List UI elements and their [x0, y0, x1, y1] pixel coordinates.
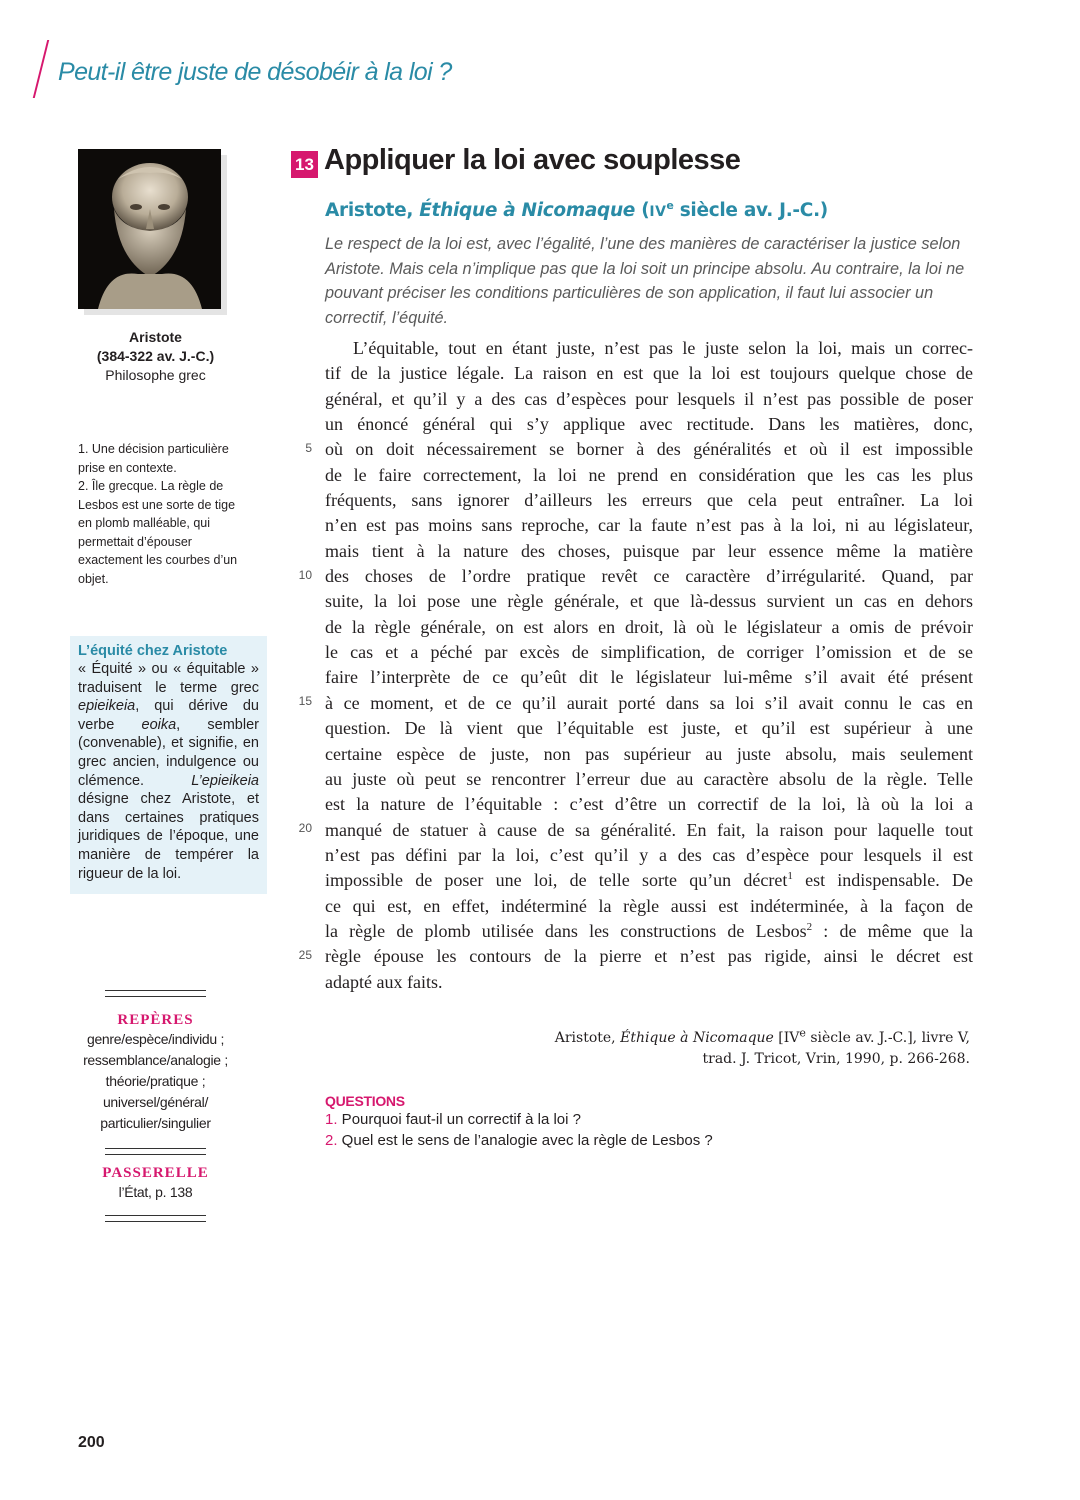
text-line — [325, 919, 973, 944]
portrait-caption — [78, 328, 233, 385]
text-line: adapté aux faits. — [325, 971, 443, 992]
text-line: faire l’interprète de ce qu’eût dit le législateur lui-même s’il avait été présent — [325, 667, 973, 688]
text-line: fréquents, sans ignorer d’ailleurs les erreurs que cela peut entraîner. La loi — [325, 490, 973, 511]
text-line: règle épouse les contours de la pierre et n’est pas rigide, ainsi le décret est — [325, 946, 973, 967]
question-text: Quel est le sens de l’analogie avec la règle de Lesbos ? — [337, 1132, 713, 1149]
text-line: mais tient à la nature des choses, puisque par leur essence même la matière — [325, 540, 973, 561]
reperes-item: genre/espèce/individu ; — [86, 1031, 225, 1047]
question-item — [325, 1130, 985, 1151]
text-line: certaine espèce de juste, non pas supérieur au juste absolu, mais seulement — [325, 743, 973, 764]
source-part: [IV — [773, 1030, 800, 1046]
century-rest: siècle av. J.-C.) — [673, 200, 828, 221]
work-title: Éthique à Nicomaque — [419, 200, 636, 221]
info-text-part: désigne chez Aristote, et dans certaines pratiques juridiques de l’époque, une manière de tempérer la rigueur de la loi. — [78, 791, 259, 882]
greek-term: eoika — [141, 716, 177, 733]
text-line: n’en est pas moins sans reproche, car la faute n’est pas à la loi, ni au législateur, — [325, 515, 973, 536]
text-line: suite, la loi pose une règle générale, et que là-dessus survient un cas en dehors — [325, 591, 973, 612]
line-number: 20 — [298, 821, 312, 835]
greek-term: L’epieikeia — [191, 772, 259, 789]
footnotes — [78, 440, 248, 588]
text-line: de la règle générale, on est alors en droit, là où le législateur a omis de prévoir — [325, 616, 973, 637]
source-work: Éthique à Nicomaque — [620, 1030, 774, 1046]
header-accent-bar — [33, 40, 49, 98]
info-text-part: , qui dérive du verbe — [78, 698, 259, 733]
reperes-list — [78, 1029, 233, 1134]
text-line: des choses de l’ordre pratique revêt ce caractère d’irrégularité. Quand, par — [325, 566, 973, 587]
chapter-title: Peut-il être juste de désobéir à la loi ? — [58, 58, 452, 86]
caption-role: Philosophe grec — [105, 367, 206, 383]
page-number: 200 — [78, 1434, 105, 1451]
question-item — [325, 1109, 985, 1130]
text-line: L’équitable, tout en étant juste, n’est pas le juste selon la loi, mais un correc- — [353, 338, 973, 358]
century-open: ( — [635, 200, 650, 221]
text-line: un énoncé général qui s’y applique avec rectitude. Dans les matières, donc, — [325, 414, 973, 435]
line-number: 25 — [298, 948, 312, 962]
text-part: la règle de plomb utilisée dans les constructions de Lesbos — [325, 920, 807, 941]
text-line: n’est pas défini par la loi, c’est qu’il y a des cas d’espèce pour lesquels il est — [325, 844, 973, 865]
source-sup: e — [799, 1026, 806, 1040]
century-sup: e — [666, 198, 674, 212]
text-line: général, et qu’il y a des cas d’espèces pour lesquels il n’est pas possible de poser — [325, 388, 973, 409]
source-line-1 — [500, 1028, 970, 1049]
text-line: de le faire correctement, la loi ne prend en considération que les cas les plus — [325, 464, 973, 485]
text-line: le cas et a péché par excès de simplification, de corriger l’omission et de se — [325, 642, 973, 663]
footnote-1: 1. Une décision particulière prise en contexte. — [78, 442, 229, 475]
footnote-ref-1[interactable]: 1 — [787, 870, 793, 883]
reperes-item: particulier/singulier — [100, 1115, 211, 1131]
source-line-2: trad. J. Tricot, Vrin, 1990, p. 266-268. — [702, 1051, 970, 1067]
author-line — [325, 200, 828, 221]
author-name: Aristote, — [325, 200, 420, 221]
footnote-ref-2[interactable]: 2 — [806, 920, 813, 933]
reperes-item: ressemblance/analogie ; — [83, 1052, 228, 1068]
text-part: : de même que la — [812, 920, 974, 941]
reperes-box — [78, 990, 233, 1222]
text-line: tif de la justice légale. La raison en est que la loi est toujours quelque chose de — [325, 363, 973, 384]
text-line: où on doit nécessairement se borner à des généralités et où il est impossible — [325, 439, 973, 460]
intro-text: Le respect de la loi est, avec l’égalité, l’une des manières de caractériser la justice selon Aristote. Mais cela n’implique pas que la loi soit un principe absolu. Au contraire, la loi ne pouvant préciser les conditions particulières de son application, il faut lui associer un correctif, l’équité. — [325, 235, 965, 327]
text-line: est la nature de l’équitable : c’est d’être un correctif de la loi, là où la loi a — [325, 794, 973, 815]
text-part: est indispensable. De — [792, 870, 973, 891]
text-line: manqué de statuer à cause de sa généralité. En fait, la raison pour laquelle tout — [325, 819, 973, 840]
text-line: à ce moment, et de ce qu’il aurait porté dans sa loi s’il avait connu le cas en — [325, 692, 973, 713]
divider — [105, 990, 206, 997]
caption-name: Aristote — [129, 329, 182, 345]
info-text-part: , sembler (convenable), et signifie, en grec ancien, indulgence ou clémence. — [78, 716, 259, 789]
equity-info-box — [70, 636, 267, 894]
text-line: question. De là vient que l’équitable est juste, et qu’il est supérieur à une — [325, 718, 973, 739]
divider — [105, 1148, 206, 1155]
document-title: Appliquer la loi avec souplesse — [324, 144, 741, 176]
source-part: siècle av. J.-C.], livre V, — [805, 1030, 970, 1046]
question-number: 1. — [325, 1111, 338, 1128]
reperes-item: théorie/pratique ; — [105, 1073, 206, 1089]
main-text — [325, 336, 973, 995]
text-line — [325, 868, 973, 893]
line-number: 15 — [298, 694, 312, 708]
passerelle-link[interactable]: l’État, p. 138 — [118, 1184, 193, 1200]
greek-term: epieikeia — [78, 698, 136, 715]
question-number: 2. — [325, 1132, 338, 1149]
info-box-title: L’équité chez Aristote — [78, 643, 228, 659]
aristotle-portrait — [78, 149, 221, 309]
divider — [105, 1215, 206, 1222]
reperes-item: universel/général/ — [102, 1094, 209, 1110]
bust-illustration — [78, 149, 221, 309]
century-roman: IV — [649, 204, 667, 220]
reperes-title: REPÈRES — [117, 1012, 194, 1028]
questions-section — [325, 1093, 985, 1151]
footnote-2: 2. Île grecque. La règle de Lesbos est une sorte de tige en plomb malléable, qui permettait d’épouser exactement les courbes d’un objet. — [78, 479, 238, 586]
line-number: 5 — [305, 441, 312, 455]
passerelle-title: PASSERELLE — [102, 1165, 209, 1181]
source-part: Aristote, — [554, 1030, 621, 1046]
info-text-part: « Équité » ou « équitable » traduisent le terme grec — [78, 661, 259, 696]
document-number-badge: 13 — [291, 151, 318, 178]
source-citation — [500, 1028, 970, 1070]
info-box-text — [78, 660, 259, 883]
questions-title: QUESTIONS — [325, 1093, 405, 1109]
line-number: 10 — [298, 568, 312, 582]
caption-dates: (384-322 av. J.-C.) — [96, 348, 215, 364]
text-part: impossible de poser une loi, de telle sorte qu’un décret — [325, 870, 788, 891]
question-text: Pourquoi faut-il un correctif à la loi ? — [337, 1111, 581, 1128]
text-line: ce qui est, en effet, indéterminé la règle aussi est indéterminée, à la façon de — [325, 895, 973, 916]
text-line: au juste où peut se rencontrer l’erreur due au caractère absolu de la règle. Telle — [325, 768, 973, 789]
